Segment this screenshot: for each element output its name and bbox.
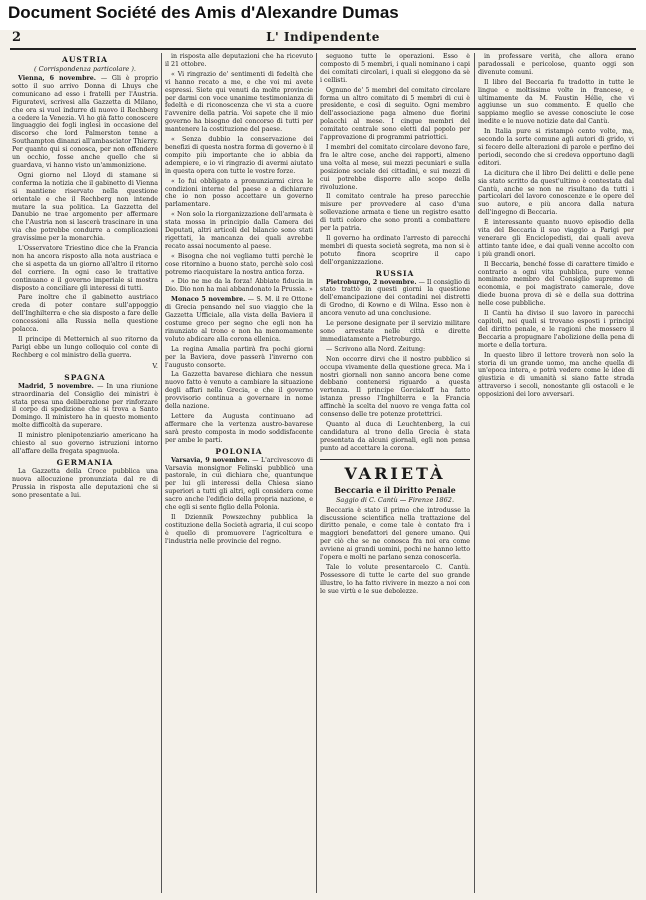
paragraph: In questo libro il lettore troverà non solo la storia di un grande uomo, ma anche quella di un'epoca intera, e potrà vedere come le idee di giustizia e di umanità si siano fatte strada attraverso i secoli, nonostante gli ostacoli e le opposizioni dei loro avversari. [478,351,634,399]
paragraph-text: — Il consiglio di stato trattò in questi giorni la questione dell'emancipazione dei contadini nei distretti di Grodno, di Kowno e di Wilna. Esso non è ancora venuto ad una conclusione. [320,278,470,318]
paragraph: Beccaria è stato il primo che introdusse la discussione scientifica nella trattazione del diritto penale, e come tale è contato fra i maggiori benefattori del genere umano. Qui per ciò che se ne conosca fra noi era come avviene ai grandi uomini, pochi ne hanno letto l'opera e molti ne parlano senza conoscerla. [320,506,470,562]
paragraph: Il ministro plenipotenziario americano ha chiesto al suo governo istruzioni intorno all'affare della fregata spagnuola. [12,432,158,455]
paragraph [165,296,313,343]
article-title: Beccaria e il Diritto Penale [334,484,456,495]
dateline: Vienna, 6 novembre. [18,75,96,82]
page-header [10,30,636,46]
column-3 [320,53,470,893]
column-1 [12,53,158,893]
paragraph: « Io fui obbligato a pronunziarmi circa le condizioni interne del paese e a dichiarare che io non posso accettare un governo parlamentare. [165,177,313,209]
paragraph [12,75,158,170]
section-title: GERMANIA [56,457,114,467]
paragraph: Il Dziennik Powszechny pubblica la costituzione della Società agraria, il cui scopo è quello di promuovere l'agricoltura e l'industria nelle provincie del regno. [165,513,313,545]
paragraph: Lettere da Augusta continuano ad affermare che la vertenza austro-bavarese sarà presto composta in modo soddisfacente per ambe le parti. [165,412,313,444]
society-header: Document Société des Amis d'Alexandre Dumas [8,3,399,22]
paragraph: I membri del comitato circolare devono fare, fra le altre cose, anche dei rapporti, almeno una volta al mese, sui mezzi pecuniari e sulla posizione sociale dei cittadini, e sui mezzi di cui potrebbe disporre allo scopo della rivoluzione. [320,143,470,191]
column-divider [316,53,317,893]
paragraph: La dicitura che il libro Dei delitti e delle pene sia stato scritto da quest'ultimo è contestata dal Cantù, anche se non ne risultano da tutti i particolari del lavoro conoscenze e le opere del suo autore, e più ancora dalla natura dell'ingegno di Beccaria. [478,169,634,217]
paragraph: Pare inoltre che il gabinetto austriaco creda di poter contare sull'appoggio dell'Inghilterra e che sia disposto a fare delle concessioni alla Russia nella questione polacca. [12,294,158,334]
paragraph: Il comitato centrale ha preso parecchie misure per provvedere al caso d'una sollevazione armata e tiene un registro esatto di tutti coloro che sono pronti a combattere per la patria. [320,193,470,233]
paragraph-text: — S. M. il re Ottone di Grecia pensando nel suo viaggio che la Gazzetta Ufficiale, alla vista della Baviera il costume greco per segno che egli non ha rinunziato al trono e non ha menomamente voluto abdicare alla corona ellenica. [165,296,313,343]
dateline: Pietroburgo, 2 novembre. [326,278,417,286]
paragraph: « Dio ne me da la forza! Abbiate fiducia in Dio. Dio non ha mai abbandonato la Prussia. » [165,278,313,294]
paragraph [320,279,470,319]
paragraph: L'Osservatore Triestino dice che la Francia non ha ancora risposto alla nota austriaca e che si aspetta da un giorno all'altro il ritorno del corriere. In ogni caso le trattative continuano e il governo imperiale si mostra disposto a conciliare gli interessi di tutti. [12,245,158,292]
paragraph-text: — L'arcivescovo di Varsavia monsignor Felinski pubblicò una pastorale, in cui dichiara che, quantunque per lui gli interessi della Chiesa siano superiori a tutti gli altri, egli considera come sacro anche l'edificio della propria nazione, e che egli si sente figlio della Polonia. [165,456,313,512]
column-divider [161,53,162,893]
paragraph: La regina Amalia partirà fra pochi giorni per la Baviera, dove passerà l'inverno con l'augusto consorte. [165,345,313,369]
paragraph: Il principe di Metternich al suo ritorno da Parigi ebbe un lungo colloquio col conte di Rechberg e col ministro della guerra. [12,336,158,359]
paragraph: Le persone designate per il servizio militare sono arrestate nelle città e dirette immediatamente a Pietroburgo. [320,320,470,343]
section-subtitle: ( Corrispondenza particolare ). [34,65,136,73]
paragraph: Ognuno de' 5 membri del comitato circolare forma un altro comitato di 5 membri di cui è presidente, e così di seguito. Ogni membro dell'associazione paga almeno due fiorini polacchi al mese. I cinque membri del comitato centrale sono eletti dal popolo per l'approvazione di programmi patriottici. [320,86,470,142]
paragraph: Quanto al duca di Leuchtenberg, la cui candidatura al trono della Grecia è stata presentata da alcuni giornali, egli non pensa punto ad accettare la corona. [320,420,470,452]
column-4 [478,53,634,893]
paragraph: Ogni giorno nel Lloyd di stamane si conferma la notizia che il gabinetto di Vienna si mantiene riservato nella questione orientale e che il Rechberg non intende mutare la sua politica. La Gazzetta del Danubio ne trae argomento per affermare che l'Austria non si lascerà trascinare in una via che potrebbe condurre a complicazioni gravissime per la monarchia. [12,171,158,243]
column-2 [165,53,313,893]
paragraph: seguono tutte le operazioni. Esso è composto di 5 membri, i quali nominano i capi dei comitati circolari, i quali si eleggono da sè i cellisti. [320,53,470,84]
section-title: RUSSIA [375,268,415,278]
header-rule [10,48,636,50]
paragraph: Il libro del Beccaria fu tradotto in tutte le lingue e moltissime volte in francese, e ultimamente da M. Faustin Hélie, che vi aggiunse un suo commento. È quello che sappiamo meglio se avesse conosciute le cose inedite e le nuove notizie date dal Cantù. [478,78,634,126]
society-banner [0,0,646,30]
paragraph: « Senza dubbio la conservazione dei benefizi di questa nostra forma di governo è il compito più importante che io abbia da adempiere, e io vi ringrazio di avermi aiutato in questa opera con tutte le vostre forze. [165,136,313,175]
paragraph: Non occorre dirvi che il nostro pubblico si occupa vivamente della questione greca. Ma i nostri giornali non sanno ancora bene come debbano contenersi riguardo a questa vertenza. Il principe Gorciakoff ha fatto istanza presso l'Inghilterra e la Francia affinchè la scelta del nuovo re venga fatta col consenso delle tre potenze protettrici. [320,355,470,419]
section-title: AUSTRIA [62,55,108,64]
paragraph: Il Beccaria, benché fosse di carattere timido e contrario a ogni vita pubblica, pure venne nominato membro del Consiglio supremo di economia, e poi magistrato camerale, dove diede buona prova di sè e della sua dottrina nelle cose pubbliche. [478,260,634,308]
section-title: POLONIA [215,446,263,456]
varieta-heading: VARIETÀ [320,459,470,483]
paragraph: Tale lo volute presentarcelo C. Cantù. Possessore di tutte le carte del suo grande illustre, lo ha fatto rivivere in mezzo a noi con le sue virtù e le sue debolezze. [320,563,470,595]
dateline: Varsavia, 9 novembre. [171,456,250,464]
page-number: 2 [12,30,22,45]
paragraph: in professare verità, che allora erano paradossali e pericolose, quanto oggi son divenute comuni. [478,53,634,76]
paragraph: È interessante quanto nuovo episodio della vita del Beccaria il suo viaggio a Parigi per venerare gli Enciclopedisti, dai quali aveva attinto tante idee, e dai quali venne accolto con i più grandi onori. [478,219,634,258]
paragraph: Il Cantù ha diviso il suo lavoro in parecchi capitoli, nei quali si trovano esposti i principi del diritto penale, e le ragioni che mossero il Beccaria a propugnare l'abolizione della pena di morte e della tortura. [478,310,634,349]
paragraph: « Non solo la riorganizzazione dell'armata è stata mossa in principio dalla Camera dei Deputati, altri articoli del bilancio sono stati rigettati, la mancanza dei quali avrebbe recato assai nocumento al paese. [165,211,313,250]
paragraph-text: — Gli è proprio sotto il suo arrivo Donna di Lhuys che comunicano ad esso i fratelli per l'Austria. Figuratevi, scrivesi alla Gazzetta di Milano, che ora si vuol indurre di nuovo il Rechberg a cedere la Venezia. Vi ho già fatto conoscere linguaggio dei fogli inglesi in occasione del discorso che lord Palmerston tenne a Southampton dinanzi all'ambasciator Thierry. Per quanto qui si conosca, per non offendere un occhio, fosse anche quello che si guardava, vi hanno visto un'ammonizione. [12,75,158,169]
paragraph: La Gazzetta della Croce pubblica una nuova allocuzione pronunziata dal re di Prussia in risposta alle deputazioni che si sono presentate a lui. [12,467,158,499]
paragraph: Il governo ha ordinato l'arresto di parecchi membri di questa società segreta, ma non si è potuto finora scoprire il capo dell'organizzazione. [320,234,470,266]
paragraph [165,457,313,512]
paragraph: « Vi ringrazio de' sentimenti di fedeltà che vi hanno recato a me, e che voi mi avete espressi. Siete qui venuti da molte provincie per darmi con voce unanime testimonianza di fedeltà e di riconoscenza che vi sta a cuore l'avvenire della patria. Voi sapete che il mio governo ha bisogno del concorso di tutti per mantenere la costituzione del paese. [165,70,313,134]
section-title: SPAGNA [64,372,106,382]
article-subtitle: Saggio di C. Cantù — Firenze 1862. [335,495,455,504]
paragraph: La Gazzetta bavarese dichiara che nessun nuovo fatto è venuto a cambiare la situazione degli affari nella Grecia, e che il governo provvisorio continua a governare in nome della nazione. [165,371,313,411]
paragraph-text: — In una riunione straordinaria del Consiglio dei ministri è stata presa una deliberazione per rinforzare il corpo di spedizione che si trova a Santo Domingo. Il ministero ha in questo momento molte difficoltà da superare. [12,382,158,430]
paragraph [12,383,158,430]
paragraph: « Bisogna che noi vegliamo tutti perchè le cose ritornino a buono stato, perchè solo così potremo riacquistare la nostra antica forza. [165,252,313,276]
dateline: Monaco 5 novembre. [171,296,246,304]
paragraph: in risposta alle deputazioni che ha ricevuto il 21 ottobre. [165,53,313,68]
paragraph: — Scrivono alla Nord. Zeitung: [326,345,426,353]
masthead: L' Indipendente [266,30,380,44]
signature: V. [152,361,158,370]
column-divider [474,53,475,893]
dateline: Madrid, 5 novembre. [18,382,94,390]
paragraph: In Italia pure si ristampò cento volte, ma, secondo la sorte comune agli autori di grido, vi si fecero delle alterazioni di parole e perfino dei periodi, secondo che si credeva opportuno dagli editori. [478,128,634,167]
